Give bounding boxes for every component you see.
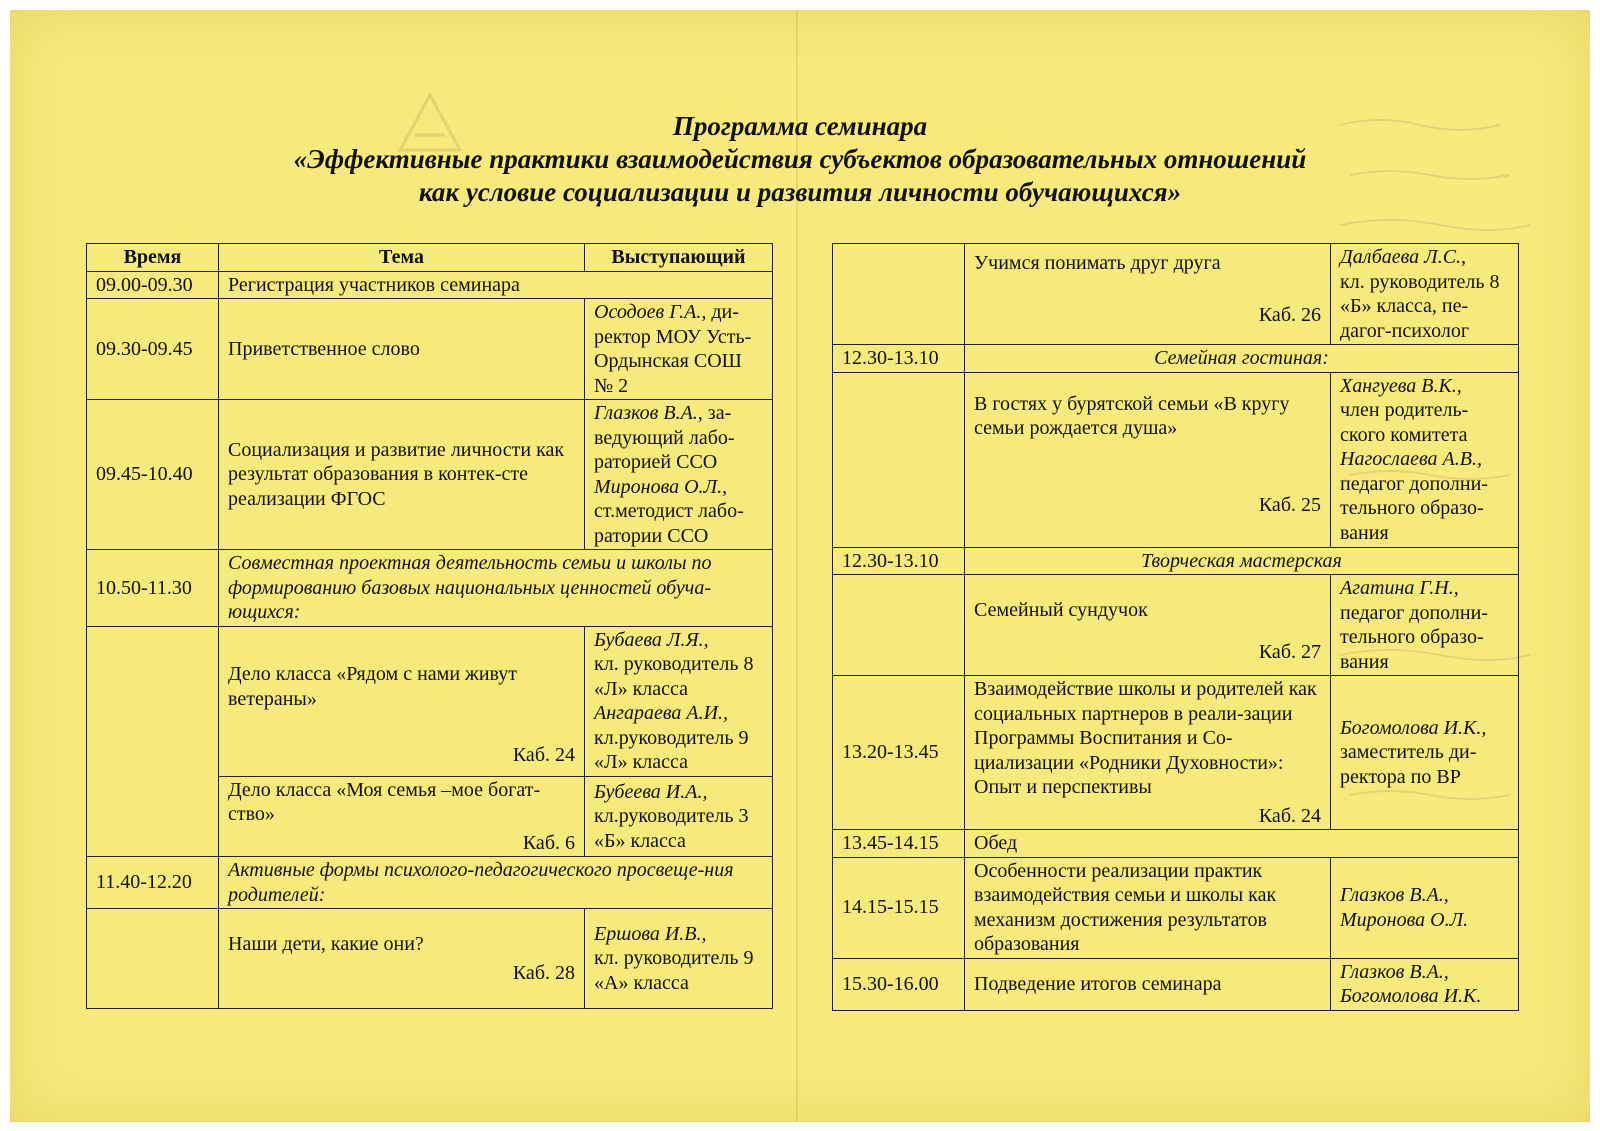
speaker-name: Миронова О.Л.,: [594, 475, 728, 498]
section-topic-cell: Активные формы психолого-педагогического просвеще-ния родителей:: [219, 857, 773, 909]
speaker-name: Осодоев Г.А.,: [594, 301, 707, 323]
speaker-name: Нагослаева А.В.,: [1340, 448, 1482, 471]
empty-time-cell: [87, 626, 219, 857]
speaker-name: Далбаева Л.С.,: [1340, 246, 1467, 268]
room-label: Каб. 27: [1258, 641, 1321, 663]
speaker-cell: [585, 776, 773, 857]
speaker-cell: [1331, 372, 1519, 547]
time-cell: 09.45-10.40: [87, 400, 219, 550]
topic-text: Дело класса «Моя семья –мое богат-ство»: [228, 778, 541, 825]
header-time: Время: [87, 244, 219, 272]
time-cell: 12.30-13.10: [833, 345, 965, 373]
table-row: [87, 857, 773, 909]
speaker-cell: [585, 400, 773, 550]
time-cell: 09.00-09.30: [87, 271, 219, 299]
speaker-role: ди-ректор МОУ Усть-Ордынская СОШ № 2: [594, 301, 752, 397]
speaker-cell: [1331, 958, 1519, 1010]
room-label: Каб. 25: [1258, 493, 1321, 516]
header-speaker: Выступающий: [585, 244, 773, 272]
table-row: [87, 550, 773, 627]
topic-text: В гостях у бурятской семьи «В кругу семьи рождается душа»: [974, 392, 1290, 440]
speaker-name: Хангуева В.К.,: [1340, 374, 1462, 397]
room-label: Каб. 24: [512, 744, 575, 767]
topic-cell: [965, 575, 1331, 676]
table-row: [833, 958, 1519, 1010]
title-line-2: «Эффективные практики взаимодействия субъектов образовательных отношений: [293, 144, 1307, 174]
speaker-role: кл.руководитель 3 «Б» класса: [594, 805, 749, 852]
speaker-name: Бубаева Л.Я.,: [594, 628, 709, 651]
time-cell: 12.30-13.10: [833, 547, 965, 575]
table-row: [833, 372, 1519, 547]
speaker-role: ст.методист лабо-ратории ССО: [594, 500, 744, 547]
topic-cell: Особенности реализации практик взаимодействия семьи и школы как механизм достижения результатов образования: [965, 857, 1331, 958]
schedule-table-left: [86, 243, 773, 1009]
topic-text: Семейный сундучок: [974, 598, 1148, 621]
section-topic-cell: Семейная гостиная:: [965, 345, 1519, 373]
topic-text: Дело класса «Рядом с нами живут ветераны»: [228, 663, 518, 710]
topic-cell: Регистрация участников семинара: [219, 271, 773, 299]
time-cell: 11.40-12.20: [87, 857, 219, 909]
speaker-role: кл.руководитель 9 «Л» класса: [594, 726, 749, 773]
speaker-name: Бубеева И.А.,: [594, 780, 708, 803]
speaker-role: заместитель ди-ректора по ВР: [1340, 741, 1477, 788]
speaker-cell: [585, 909, 773, 1009]
table-row: [87, 626, 773, 776]
table-row: [833, 345, 1519, 373]
empty-time-cell: [87, 909, 219, 1009]
table-row: [833, 575, 1519, 676]
speaker-name: Глазков В.А.,: [594, 402, 703, 424]
speaker-role: педагог дополни-тельного образо-вания: [1340, 601, 1488, 673]
speaker-cell: [1331, 575, 1519, 676]
topic-cell: Социализация и развитие личности как результат образования в контек-сте реализации ФГОС: [219, 400, 585, 550]
table-header-row: [87, 244, 773, 272]
room-label: Каб. 26: [1258, 304, 1321, 326]
time-cell: 09.30-09.45: [87, 299, 219, 400]
topic-cell: [965, 244, 1331, 345]
program-title: [180, 110, 1420, 209]
speaker-cell: [1331, 244, 1519, 345]
table-row: [833, 676, 1519, 830]
speaker-name: Богомолова И.К.: [1340, 985, 1482, 1007]
speaker-name: Ершова И.В.,: [594, 922, 707, 945]
topic-cell: [965, 372, 1331, 547]
speaker-role: кл. руководитель 8 «Л» класса: [594, 653, 754, 700]
section-topic-cell: Творческая мастерская: [965, 547, 1519, 575]
topic-text: Наши дети, какие они?: [228, 933, 424, 955]
speaker-cell: [585, 626, 773, 776]
room-label: Каб. 28: [512, 961, 575, 984]
table-row: [87, 299, 773, 400]
table-row: [87, 271, 773, 299]
topic-cell: Подведение итогов семинара: [965, 958, 1331, 1010]
empty-time-cell: [833, 575, 965, 676]
topic-cell: [219, 626, 585, 776]
speaker-name: Миронова О.Л.: [1340, 908, 1469, 931]
topic-cell: Приветственное слово: [219, 299, 585, 400]
table-row: [87, 400, 773, 550]
table-row: [87, 909, 773, 1009]
title-line-1: Программа семинара: [672, 111, 928, 141]
table-row: [833, 830, 1519, 858]
topic-text: Взаимодействие школы и родителей как социальных партнеров в реали-зации Программы Воспитания и Со-циализации «Родники Духовности»: Опыт и перспективы: [974, 678, 1317, 798]
speaker-name: Ангараева А.И.,: [594, 702, 729, 724]
section-topic-cell: Совместная проектная деятельность семьи и школы по формированию базовых национальных ценностей обуча-ющихся:: [219, 550, 773, 627]
speaker-name: Богомолова И.К.,: [1340, 716, 1487, 739]
speaker-cell: [1331, 857, 1519, 958]
speaker-cell: [1331, 676, 1519, 830]
table-row: [833, 547, 1519, 575]
table-row: [833, 857, 1519, 958]
topic-cell: Обед: [965, 830, 1519, 858]
empty-time-cell: [833, 244, 965, 345]
time-cell: 10.50-11.30: [87, 550, 219, 627]
room-label: Каб. 6: [522, 831, 575, 854]
speaker-role: за-ведующий лабо-раторией ССО: [594, 402, 735, 473]
topic-text: Учимся понимать друг друга: [974, 251, 1221, 274]
empty-time-cell: [833, 372, 965, 547]
topic-cell: [219, 909, 585, 1009]
title-line-3: как условие социализации и развития личности обучающихся»: [418, 177, 1182, 207]
time-cell: 14.15-15.15: [833, 857, 965, 958]
speaker-role: член родитель-ского комитета: [1340, 399, 1469, 446]
time-cell: 15.30-16.00: [833, 958, 965, 1010]
schedule-table-right: [832, 243, 1519, 1011]
header-topic: Тема: [219, 244, 585, 272]
table-row: [833, 244, 1519, 345]
speaker-role: кл. руководитель 9 «А» класса: [594, 947, 754, 994]
time-cell: 13.20-13.45: [833, 676, 965, 830]
speaker-name: Глазков В.А.,: [1340, 960, 1449, 983]
speaker-role: кл. руководитель 8 «Б» класса, пе-дагог-психолог: [1340, 270, 1500, 342]
speaker-cell: [585, 299, 773, 400]
topic-cell: [965, 676, 1331, 830]
room-label: Каб. 24: [1258, 804, 1321, 827]
time-cell: 13.45-14.15: [833, 830, 965, 858]
topic-cell: [219, 776, 585, 857]
speaker-role: педагог дополни-тельного образо-вания: [1340, 472, 1488, 544]
speaker-name: Глазков В.А.,: [1340, 884, 1449, 906]
speaker-name: Агатина Г.Н.,: [1340, 577, 1459, 599]
